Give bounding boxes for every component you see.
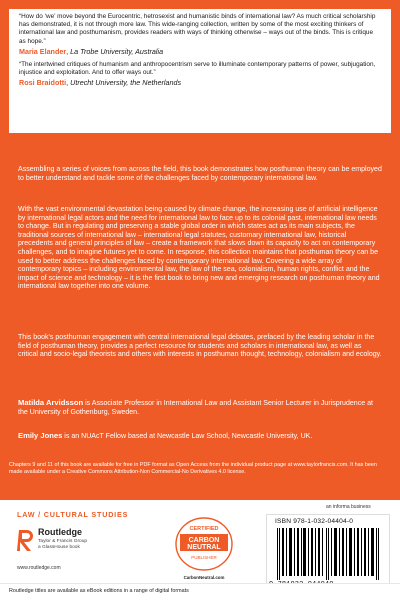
endorsement-quote-2: “The intertwined critiques of humanism and anthropocentrism serve to illuminate contemporary patterns of power, subjugation, injustice and exploitation. And to offer ways out.” xyxy=(19,60,376,77)
endorsement-attribution-2: Rosi Braidotti, Utrecht University, the Netherlands xyxy=(19,78,182,88)
barcode-icon xyxy=(275,528,383,580)
ebook-note: Routledge titles are available as eBook editions in a range of digital formats xyxy=(9,588,189,594)
description-text-3: This book's posthuman engagement with central international legal debates, prefaced by the leading scholar in the field of posthuman theory, provides a perfect resource for students and scholars in international law, as well as critical and socio-legal theorists and others with interests in posthuman thought, technology, colonialism and ecology. xyxy=(18,334,382,359)
publisher-imprint: a GlassHouse book xyxy=(38,545,80,550)
subject-category: LAW / CULTURAL STUDIES xyxy=(17,510,129,519)
endorsement-attribution-1: Maria Elander, La Trobe University, Australia xyxy=(19,46,164,56)
endorser-name-1: Maria Elander xyxy=(19,46,67,56)
editor-name-1: Matilda Arvidsson xyxy=(18,398,84,407)
svg-text:CERTIFIED: CERTIFIED xyxy=(189,526,219,532)
description-paragraph-1 xyxy=(18,166,382,183)
editor-bio-2 xyxy=(18,432,382,442)
carbon-neutral-badge-icon xyxy=(172,514,236,574)
editor-bio-1 xyxy=(18,399,382,417)
description-text-1: Assembling a series of voices from across the field, this book demonstrates how posthuman theory can be employed to better understand and tackle some of the challenges faced by contemporary international law. xyxy=(18,166,382,182)
publisher-group: Taylor & Francis Group xyxy=(38,539,88,544)
editor-bio-details-1: is Associate Professor in International Law and Assistant Senior Lecturer in Jurisprudence at the University of Gothenburg, Sweden. xyxy=(18,400,373,416)
publisher-url[interactable]: www.routledge.com xyxy=(17,565,61,571)
isbn-label: ISBN 978-1-032-04404-0 xyxy=(275,518,354,525)
bottom-strip xyxy=(0,583,400,601)
description-paragraph-3 xyxy=(18,334,382,360)
publisher-name: Routledge xyxy=(38,527,82,537)
editor-bio-text-1 xyxy=(18,399,382,417)
svg-text:NEUTRAL: NEUTRAL xyxy=(187,544,221,551)
endorsement-quote-1: “How do ‘we’ move beyond the Eurocentric, hetrosexist and humanistic binds of international law? As much critical scholarship has demonstrated, it is not through more law. This wide-ranging collection, written by some of the most exciting thinkers of international law and posthumanism, provides readers with ways of thinking otherwise – ways out of the binds. This is critique as hope.” xyxy=(19,13,376,45)
endorsements-box xyxy=(9,9,391,133)
description-text-2: With the vast environmental devastation being caused by climate change, the increasing use of artificial intelligence by international legal actors and the need for international law to face up to its colonial past, international law needs to change. But in regulating and preserving a stable global order in which states act as its main subjects, the traditional sources of international law – international legal statutes, customary international law, historical precedents and general principles of law – create a framework that slows down its capacity to act on contemporary challenges, and to imagine futures yet to come. In response, this collection maintains that posthuman theory can be used to better address the challenges faced by contemporary international law. Covering a wide array of contemporary topics – including environmental law, the law of the sea, colonialism, human rights, conflict and the impact of science and technology – it is the first book to bring new and emerging research on posthuman theory and international law together into one volume. xyxy=(18,206,380,291)
informa-tagline: an informa business xyxy=(326,504,371,510)
editor-bio-details-2: is an NUAcT Fellow based at Newcastle Law School, Newcastle University, UK. xyxy=(62,433,313,440)
endorser-affiliation-1: La Trobe University, Australia xyxy=(70,46,164,56)
svg-text:PUBLISHER: PUBLISHER xyxy=(191,555,217,560)
description-paragraph-2 xyxy=(18,206,382,292)
editor-bio-text-2 xyxy=(18,432,382,442)
endorser-affiliation-2: Utrecht University, the Netherlands xyxy=(70,78,182,88)
editor-name-2: Emily Jones xyxy=(18,431,63,440)
carbon-neutral-url: CarbonNeutral.com xyxy=(183,575,225,580)
endorser-name-2: Rosi Braidotti xyxy=(19,78,67,88)
routledge-logo-icon xyxy=(17,528,35,552)
svg-text:CARBON: CARBON xyxy=(188,537,220,544)
open-access-note: Chapters 9 and 11 of this book are available for free in PDF format as Open Access from the individual product page at www.taylorfrancis.com. It has been made available under a Creative Commons Attribution-Non Commercial-No Derivatives 4.0 license. xyxy=(9,462,377,475)
